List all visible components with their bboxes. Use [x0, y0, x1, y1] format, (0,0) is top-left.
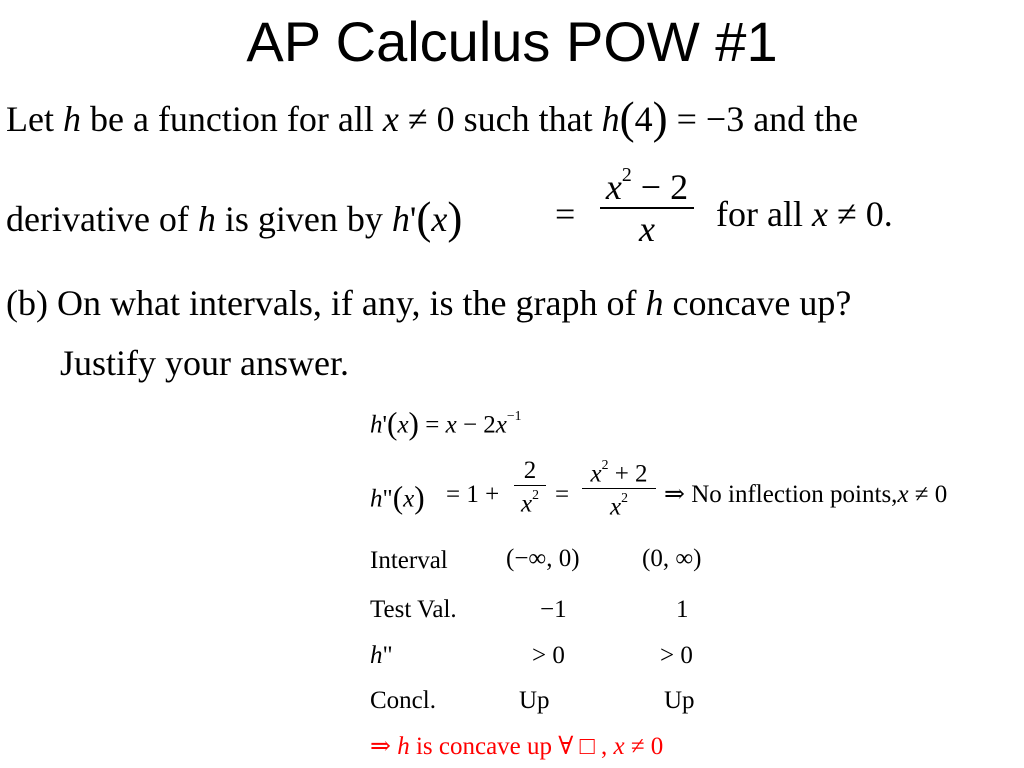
var-x: x	[521, 490, 533, 518]
conclusion-text: ⇒ No inflection points,	[664, 481, 898, 508]
var-x: x	[403, 485, 415, 513]
var-h: h	[370, 485, 383, 513]
var-x: x	[431, 198, 448, 239]
var-h: h	[370, 642, 383, 669]
row-concl-c2: Up	[664, 687, 695, 714]
derivative-fraction	[592, 166, 702, 247]
var-h: h	[370, 411, 383, 439]
numerator-rest: − 2	[631, 166, 689, 207]
justify-line: Justify your answer.	[60, 343, 349, 383]
left-paren: (	[416, 193, 432, 243]
row-test-c2: 1	[676, 596, 689, 623]
prime-mark: '	[409, 198, 417, 239]
right-paren: )	[414, 480, 425, 515]
fraction-numerator	[578, 458, 660, 486]
fraction-denominator	[578, 491, 660, 519]
exponent: 2	[621, 490, 628, 506]
exponent: −1	[506, 408, 522, 424]
fraction-numerator: 2	[523, 457, 537, 484]
first-derivative-line	[370, 408, 522, 439]
fraction-bar	[514, 485, 546, 486]
exponent: 2	[621, 164, 632, 186]
var-x: x	[605, 166, 622, 207]
problem-line-2-tail	[716, 196, 893, 232]
var-x: x	[639, 208, 655, 249]
fraction-2-over-x2	[510, 458, 550, 516]
problem-line-2	[6, 193, 463, 243]
double-prime-mark: "	[382, 485, 393, 513]
right-paren: )	[447, 193, 463, 243]
row-h2-c1: > 0	[532, 642, 565, 669]
left-paren: (	[619, 93, 635, 143]
page-title: AP Calculus POW #1	[246, 10, 778, 73]
var-h: h	[601, 98, 620, 139]
problem-text: derivative of	[6, 198, 198, 239]
part-b-question	[6, 285, 851, 321]
var-x: x	[897, 481, 909, 508]
problem-text: (b) On what intervals, if any, is the graph of	[6, 283, 646, 323]
var-h: h	[391, 198, 410, 239]
argument: 4	[634, 98, 653, 139]
var-h: h	[645, 283, 664, 323]
problem-text: for all	[716, 194, 812, 234]
equals: =	[418, 411, 446, 439]
right-paren: )	[408, 406, 419, 441]
conclusion-text: ≠ 0	[624, 733, 664, 760]
problem-text: concave up?	[663, 283, 852, 323]
conclusion-text: ,	[594, 733, 614, 760]
problem-text: Let	[6, 98, 63, 139]
row-h2-label	[370, 643, 393, 668]
problem-text: ≠ 0.	[827, 194, 893, 234]
double-prime-mark: "	[382, 642, 393, 669]
var-x: x	[495, 411, 507, 439]
row-h2-c2: > 0	[660, 642, 693, 669]
second-derivative-eq1: = 1 +	[446, 481, 500, 508]
problem-text: = −3 and the	[667, 98, 859, 139]
conclusion-text: ≠ 0	[908, 481, 948, 508]
fraction-numerator	[592, 166, 702, 205]
row-concl-label: Concl.	[370, 687, 436, 714]
second-derivative-lhs	[370, 482, 425, 513]
var-x: x	[445, 411, 457, 439]
problem-text: ≠ 0 such that	[398, 98, 602, 139]
var-x: x	[382, 98, 399, 139]
row-interval-c2: (0, ∞)	[642, 545, 702, 572]
fraction-denominator	[592, 208, 702, 249]
problem-text: be a function for all	[80, 98, 383, 139]
row-concl-c1: Up	[519, 687, 550, 714]
exponent: 2	[532, 487, 539, 502]
row-test-label: Test Val.	[370, 596, 457, 623]
right-paren: )	[652, 93, 668, 143]
exponent: 2	[601, 457, 609, 472]
left-paren: (	[387, 406, 398, 441]
final-conclusion	[370, 734, 663, 759]
inflection-conclusion	[664, 482, 947, 507]
row-interval-c1: (−∞, 0)	[506, 545, 580, 572]
equals-sign: =	[555, 194, 576, 234]
missing-glyph-box: □	[579, 733, 595, 760]
problem-line-1	[6, 93, 859, 143]
fraction-bar	[582, 488, 656, 489]
fraction-denominator	[510, 488, 550, 516]
left-paren: (	[392, 480, 404, 515]
problem-text: is given by	[215, 198, 392, 239]
row-test-c1: −1	[540, 596, 567, 623]
var-x: x	[590, 460, 602, 488]
var-x: x	[613, 733, 625, 760]
var-h: h	[62, 98, 81, 139]
var-x: x	[397, 411, 409, 439]
var-h: h	[197, 198, 216, 239]
var-x: x	[610, 493, 622, 521]
fraction-x2plus2-over-x2	[578, 458, 660, 520]
var-h: h	[397, 733, 410, 760]
second-derivative-eq2: =	[555, 481, 570, 508]
var-x: x	[811, 194, 828, 234]
row-interval-label: Interval	[370, 547, 448, 574]
implies-arrow: ⇒	[370, 733, 398, 760]
numerator-rest: + 2	[608, 460, 648, 488]
term: − 2	[456, 411, 496, 439]
conclusion-text: is concave up ∀	[409, 733, 580, 760]
prime-mark: '	[382, 411, 388, 439]
